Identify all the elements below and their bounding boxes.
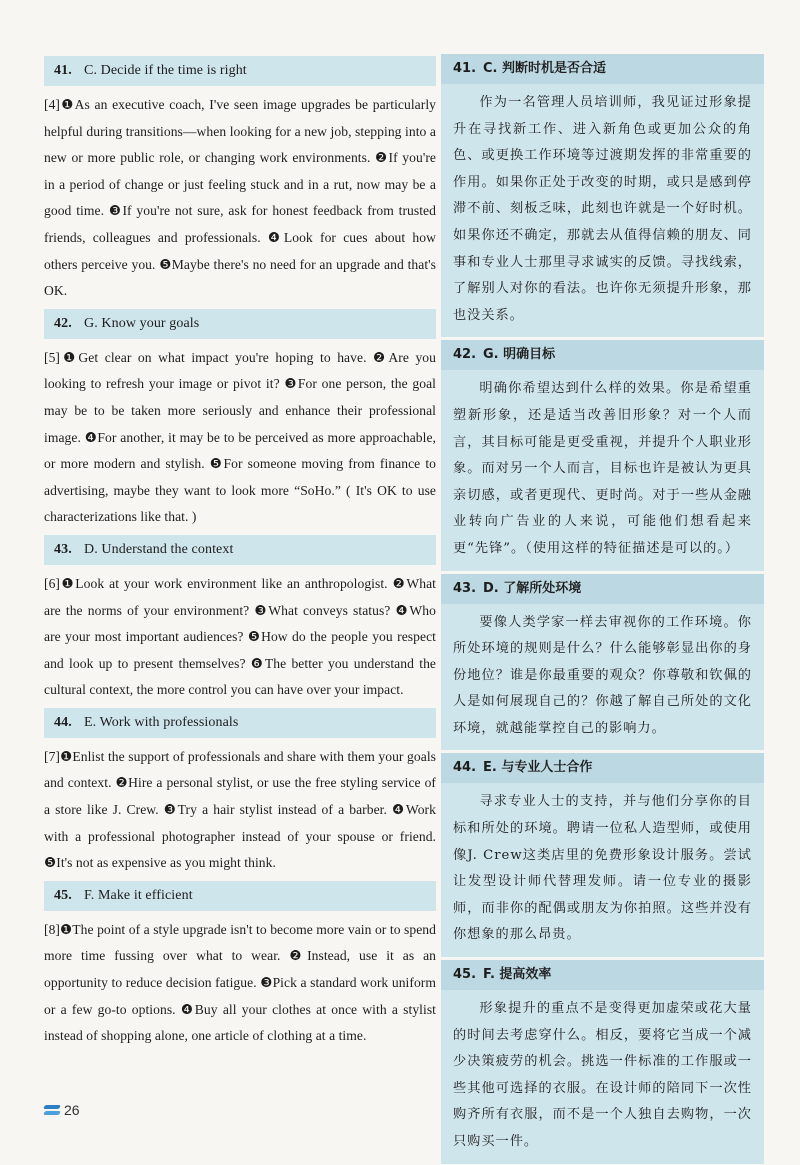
section-heading [44, 535, 436, 565]
translation-title: F. 提高效率 [483, 967, 552, 983]
section-title: E. Work with professionals [84, 714, 239, 730]
section-title: C. Decide if the time is right [84, 63, 247, 78]
translation-heading [441, 750, 764, 783]
section-title: F. Make it efficient [84, 887, 193, 903]
translation-title: D. 了解所处环境 [483, 580, 582, 596]
section-heading [44, 56, 436, 86]
section-paragraph: [6]❶Look at your work environment like an anthropologist. ❷What are the norms of your environment? ❸What conveys status? ❹Who are your most important audiences? ❺How do the people you respect and look up to present themselves? ❻The better you understand the cultural context, the more control you can have over your impact. [44, 575, 436, 698]
translation-paragraph: 形象提升的重点不是变得更加虚荣或花大量的时间去考虑穿什么。相反，要将它当成一个减少决策疲劳的机会。挑选一件标准的工作服或一些其他可选择的衣服。在设计师的陪同下一次性购齐所有衣服，而不是一个人独自去购物，一次只购买一件。 [453, 1001, 752, 1149]
section-paragraph: [5]❶Get clear on what impact you're hoping to have. ❷Are you looking to refresh your image or pivot it? ❸For one person, the goal may be to be taken more seriously and enhance their professional image. ❹For another, it may be to be perceived as more approachable, or more modern and stylish. ❺For someone moving from finance to advertising, maybe they want to look more “SoHo.” ( It's OK to use characterizations like that. ) [44, 349, 436, 525]
english-column [44, 56, 436, 1054]
translation-paragraph: 寻求专业人士的支持，并与他们分享你的目标和所处的环境。聘请一位私人造型师，或使用像J. Crew这类店里的免费形象设计服务。尝试让发型设计师代替理发师。请一位专业的摄影师，而非你的配偶或朋友为你拍照。这些并没有你想象的那么昂贵。 [453, 794, 752, 943]
question-number: 42. [453, 347, 477, 363]
page-number: 26 [64, 1102, 80, 1118]
translation-heading [441, 337, 764, 370]
translation-paragraph: 要像人类学家一样去审视你的工作环境。你所处环境的规则是什么？什么能够彰显出你的身份地位？谁是你最重要的观众？你尊敬和钦佩的人是如何展现自己的？你越了解自己所处的文化环境，就越能掌控自己的影响力。 [453, 614, 752, 736]
section-paragraph: [7]❶Enlist the support of professionals and share with them your goals and context. ❷Hire a personal stylist, or use the free styling service of a store like J. Crew. ❸Try a hair stylist instead of a barber. ❹Work with a professional photographer instead of your spouse or friend. ❺It's not as expensive as you might think. [44, 748, 436, 871]
question-number: 41. [453, 61, 477, 76]
section-paragraph: [4]❶As an executive coach, I've seen image upgrades be particularly helpful during transitions—when looking for a new job, stepping into a new or more public role, or changing work environments. ❷If you're in a period of change or just feeling stuck and in a rut, now may be a good time. ❸If you're not sure, ask for honest feedback from trusted friends, colleagues and professionals. ❹Look for cues about how others perceive you. ❺Maybe there's no need for an upgrade and that's OK. [44, 97, 436, 299]
page-footer [44, 1102, 80, 1118]
translation-heading [441, 957, 764, 990]
section-title: G. Know your goals [84, 315, 200, 331]
question-number: 45. [453, 967, 477, 983]
translation-heading [441, 54, 764, 84]
translation-paragraph: 明确你希望达到什么样的效果。你是希望重塑新形象，还是适当改善旧形象？对一个人而言，其目标可能是更受重视，并提升个人职业形象。而对另一个人而言，目标也许是被认为更具亲切感，或者更现代、更时尚。对于一些从金融业转向广告业的人来说，可能他们想看起来更“先锋”。（使用这样的特征描述是可以的。） [453, 381, 752, 556]
section-heading [44, 881, 436, 911]
translation-title: E. 与专业人士合作 [483, 760, 593, 776]
question-number: 43. [54, 541, 72, 557]
translation-title: C. 判断时机是否合适 [483, 61, 607, 76]
question-number: 44. [453, 760, 477, 776]
publisher-logo-icon [44, 1104, 60, 1116]
section-heading [44, 708, 436, 738]
question-number: 45. [54, 887, 72, 903]
translation-title: G. 明确目标 [483, 347, 556, 363]
section-title: D. Understand the context [84, 541, 234, 557]
translation-heading [441, 571, 764, 604]
section-paragraph: [8]❶The point of a style upgrade isn't to become more vain or to spend more time fussing over what to wear. ❷Instead, use it as an opportunity to reduce decision fatigue. ❸Pick a standard work uniform or a few go-to options. ❹Buy all your clothes at once with a stylist instead of shopping alone, one article of clothing at a time. [44, 921, 436, 1044]
chinese-column [441, 54, 764, 1164]
question-number: 42. [54, 315, 72, 331]
section-heading [44, 309, 436, 339]
question-number: 43. [453, 580, 477, 596]
question-number: 44. [54, 714, 72, 730]
translation-paragraph: 作为一名管理人员培训师，我见证过形象提升在寻找新工作、进入新角色或更加公众的角色、或更换工作环境等过渡期发挥的非常重要的作用。如果你正处于改变的时期，或只是感到停滞不前、刻板乏味，此刻也许就是一个好时机。如果你还不确定，那就去从值得信赖的朋友、同事和专业人士那里寻求诚实的反馈。寻找线索，了解别人对你的看法。也许你无须提升形象，那也没关系。 [453, 95, 752, 323]
question-number: 41. [54, 63, 72, 78]
